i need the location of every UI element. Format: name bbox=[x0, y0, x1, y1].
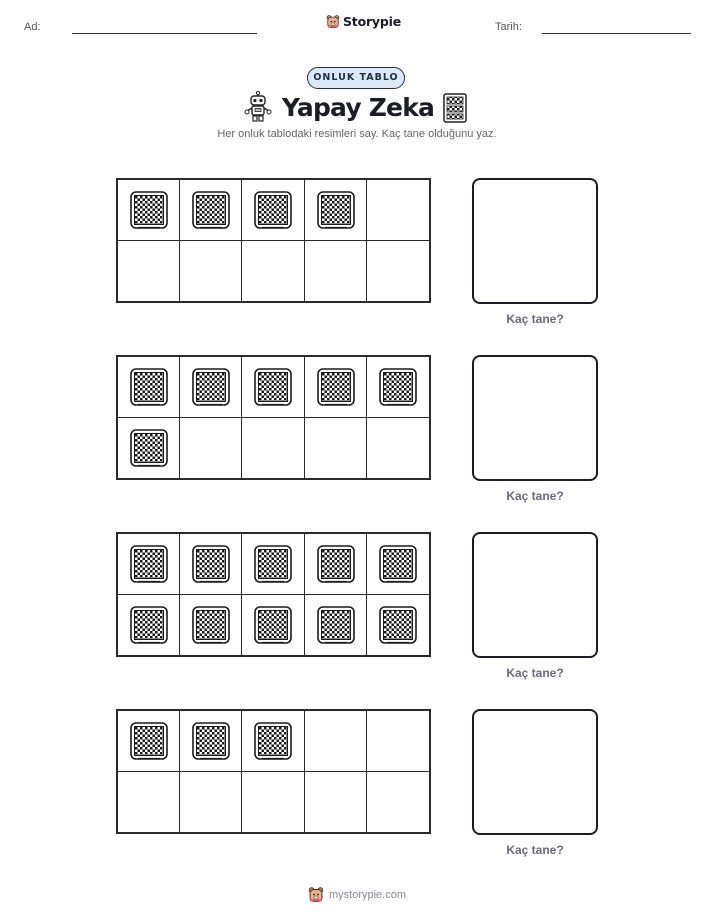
microchip-icon bbox=[130, 191, 168, 229]
frame-cell bbox=[367, 418, 429, 479]
frame-cell bbox=[118, 180, 180, 241]
name-label: Ad: bbox=[24, 21, 41, 33]
microchip-icon bbox=[130, 368, 168, 406]
footer bbox=[0, 886, 714, 903]
frame-cell bbox=[305, 772, 367, 833]
frame-cell bbox=[180, 772, 242, 833]
server-icon bbox=[442, 93, 468, 123]
microchip-icon bbox=[379, 606, 417, 644]
microchip-icon bbox=[130, 606, 168, 644]
frame-cell bbox=[118, 711, 180, 772]
answer-box-4[interactable] bbox=[472, 709, 598, 835]
frame-cell bbox=[305, 595, 367, 656]
frame-cell bbox=[242, 180, 304, 241]
microchip-icon bbox=[379, 545, 417, 583]
microchip-icon bbox=[192, 368, 230, 406]
frame-cell bbox=[305, 418, 367, 479]
name-line[interactable] bbox=[72, 33, 257, 34]
frame-cell bbox=[180, 418, 242, 479]
frame-cell bbox=[118, 357, 180, 418]
microchip-icon bbox=[379, 368, 417, 406]
microchip-icon bbox=[192, 606, 230, 644]
frame-cell bbox=[367, 595, 429, 656]
frame-cell bbox=[305, 534, 367, 595]
microchip-icon bbox=[130, 429, 168, 467]
answer-label-2: Kaç tane? bbox=[506, 489, 564, 503]
frame-cell bbox=[180, 241, 242, 302]
frame-cell bbox=[242, 418, 304, 479]
answer-label-3: Kaç tane? bbox=[506, 666, 564, 680]
frame-cell bbox=[305, 180, 367, 241]
frame-cell bbox=[118, 241, 180, 302]
frame-cell bbox=[180, 534, 242, 595]
ten-frame-3 bbox=[116, 532, 431, 657]
frame-cell bbox=[242, 534, 304, 595]
frame-cell bbox=[305, 711, 367, 772]
microchip-icon bbox=[254, 722, 292, 760]
answer-box-3[interactable] bbox=[472, 532, 598, 658]
frame-cell bbox=[180, 357, 242, 418]
answer-box-2[interactable] bbox=[472, 355, 598, 481]
microchip-icon bbox=[317, 191, 355, 229]
brand-logo bbox=[326, 14, 401, 29]
microchip-icon bbox=[254, 545, 292, 583]
worksheet-title: Yapay Zeka bbox=[281, 93, 435, 122]
ten-frame-4 bbox=[116, 709, 431, 834]
frame-cell bbox=[367, 357, 429, 418]
frame-cell bbox=[180, 711, 242, 772]
microchip-icon bbox=[317, 368, 355, 406]
microchip-icon bbox=[192, 191, 230, 229]
bear-mascot-icon bbox=[308, 886, 324, 903]
frame-cell bbox=[118, 418, 180, 479]
frame-cell bbox=[118, 534, 180, 595]
frame-cell bbox=[180, 595, 242, 656]
ten-frame-2 bbox=[116, 355, 431, 480]
frame-cell bbox=[242, 241, 304, 302]
answer-label-1: Kaç tane? bbox=[506, 312, 564, 326]
ten-frame-1 bbox=[116, 178, 431, 303]
answer-box-1[interactable] bbox=[472, 178, 598, 304]
frame-cell bbox=[242, 595, 304, 656]
frame-cell bbox=[367, 711, 429, 772]
frame-cell bbox=[242, 357, 304, 418]
date-line[interactable] bbox=[542, 33, 691, 34]
instructions: Her onluk tablodaki resimleri say. Kaç tane olduğunu yaz. bbox=[217, 128, 497, 140]
footer-url[interactable]: mystorypie.com bbox=[328, 888, 407, 901]
frame-cell bbox=[367, 534, 429, 595]
microchip-icon bbox=[254, 191, 292, 229]
brand-name: Storypie bbox=[343, 14, 401, 29]
microchip-icon bbox=[254, 368, 292, 406]
frame-cell bbox=[367, 180, 429, 241]
answer-label-4: Kaç tane? bbox=[506, 843, 564, 857]
date-label: Tarih: bbox=[495, 21, 522, 33]
microchip-icon bbox=[192, 545, 230, 583]
topic-badge: ONLUK TABLO bbox=[307, 67, 405, 89]
frame-cell bbox=[305, 241, 367, 302]
microchip-icon bbox=[254, 606, 292, 644]
microchip-icon bbox=[317, 606, 355, 644]
frame-cell bbox=[180, 180, 242, 241]
frame-cell bbox=[242, 772, 304, 833]
frame-cell bbox=[367, 241, 429, 302]
microchip-icon bbox=[192, 722, 230, 760]
microchip-icon bbox=[130, 545, 168, 583]
frame-cell bbox=[367, 772, 429, 833]
frame-cell bbox=[118, 595, 180, 656]
frame-cell bbox=[118, 772, 180, 833]
frame-cell bbox=[242, 711, 304, 772]
bear-mascot-icon bbox=[326, 14, 340, 29]
microchip-icon bbox=[130, 722, 168, 760]
microchip-icon bbox=[317, 545, 355, 583]
frame-cell bbox=[305, 357, 367, 418]
